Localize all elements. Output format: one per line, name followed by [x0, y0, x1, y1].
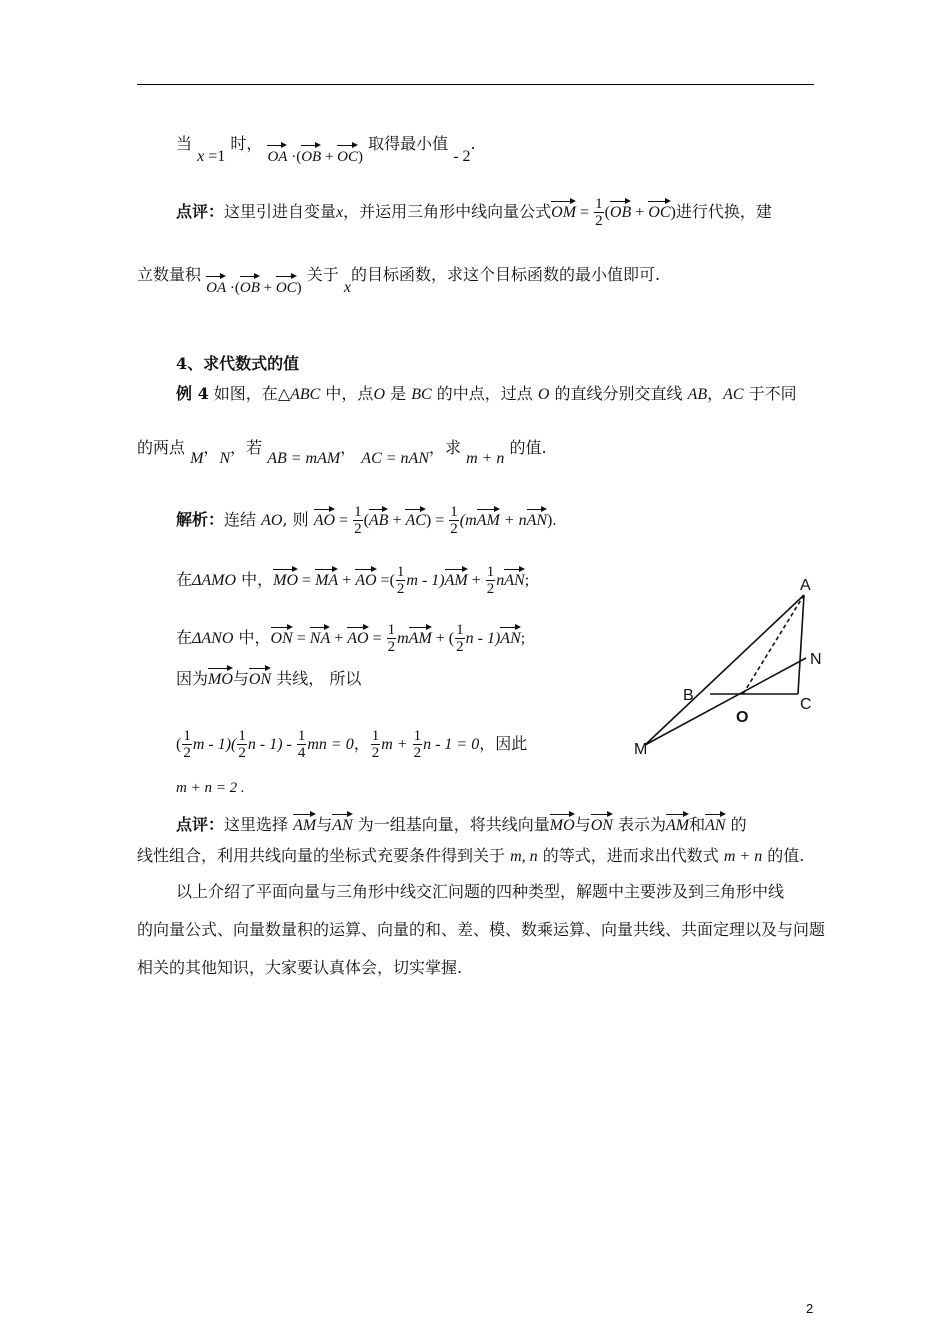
- text: ，并运用三角形中线向量公式: [343, 202, 552, 221]
- expr: [267, 147, 363, 165]
- vector-AN: AN: [332, 812, 352, 836]
- den: 2: [413, 745, 422, 761]
- text: 的等式，进而求出代数式: [537, 846, 724, 865]
- text: (m: [459, 512, 477, 529]
- text: 和: [689, 815, 706, 834]
- text: +: [321, 149, 338, 165]
- solution-line-2: [176, 564, 529, 597]
- text: 这里选择: [224, 815, 294, 834]
- vector-AN: AN: [504, 567, 524, 591]
- vector-MA: MA: [315, 567, 338, 591]
- text: +: [467, 572, 485, 589]
- text: ，因此: [479, 734, 528, 753]
- text: + n: [499, 512, 527, 529]
- geometry-figure: [625, 570, 835, 770]
- text: 于不同: [743, 384, 797, 403]
- text: 的中点，过点: [431, 384, 538, 403]
- text: n - 1): [465, 630, 501, 647]
- solution-line-3: [176, 622, 525, 655]
- den: 2: [387, 639, 396, 655]
- line-1: [176, 131, 476, 165]
- num: 1: [297, 728, 306, 744]
- text: 与: [574, 815, 591, 834]
- solution-line-1: [176, 504, 556, 537]
- text: 中，: [233, 628, 271, 647]
- fraction: [413, 728, 423, 761]
- text: ，: [707, 384, 724, 403]
- text: ) =: [425, 512, 449, 529]
- math: O: [373, 386, 385, 403]
- text: 中，点: [320, 384, 374, 403]
- text: ): [670, 204, 676, 221]
- value: - 2: [453, 148, 471, 165]
- text: =: [576, 204, 594, 221]
- vector-AO: AO: [314, 507, 335, 531]
- text: +: [338, 572, 356, 589]
- text: ·(: [226, 280, 240, 296]
- math: ΔANO: [192, 630, 234, 647]
- text: 时，: [230, 134, 263, 153]
- vector-OB: OB: [240, 274, 260, 298]
- text: 中，: [236, 570, 274, 589]
- vector-AM: AM: [477, 507, 500, 531]
- expr: [206, 278, 302, 296]
- text: ，若: [230, 438, 268, 457]
- text: m - 1): [406, 572, 445, 589]
- text: 线性组合，利用共线向量的坐标式充要条件得到关于: [137, 846, 511, 865]
- comment-line-2: [137, 846, 804, 867]
- label-O: O: [736, 709, 749, 726]
- solution-line-6: m + n = 2 .: [176, 780, 245, 796]
- vector-OA: OA: [206, 274, 226, 298]
- text: =: [335, 512, 353, 529]
- line-AM: [645, 595, 804, 745]
- vector-MO: MO: [550, 812, 575, 836]
- text: m: [397, 630, 409, 647]
- text: 这里引进自变量: [224, 202, 337, 221]
- section-heading: 4、求代数式的值: [176, 354, 300, 373]
- fraction: [594, 196, 604, 229]
- fraction: [396, 564, 406, 597]
- vector-MO: MO: [208, 666, 233, 690]
- fraction: [182, 728, 192, 761]
- text: 因为: [176, 669, 209, 688]
- text: n - 1 = 0: [423, 736, 480, 753]
- text: n - 1) -: [247, 736, 296, 753]
- vector-AM: AM: [293, 812, 316, 836]
- text: 进行代换，建: [675, 202, 772, 221]
- vector-OC: OC: [648, 199, 670, 223]
- math: m + n: [466, 450, 505, 467]
- vector-AM: AM: [445, 567, 468, 591]
- fraction: [297, 728, 307, 761]
- vector-AC: AC: [405, 507, 425, 531]
- num: 1: [183, 728, 191, 744]
- text: 连结: [224, 510, 262, 529]
- vector-OC: OC: [276, 274, 297, 298]
- text: , 则: [282, 510, 314, 529]
- text: =(: [376, 572, 395, 589]
- text: ): [358, 149, 364, 165]
- fraction: [455, 622, 465, 655]
- text: =1: [204, 148, 226, 165]
- den: 2: [354, 521, 362, 537]
- comment-label: 点评：: [176, 815, 225, 834]
- num: 1: [450, 504, 458, 520]
- var-x: x: [197, 148, 205, 165]
- den: 2: [486, 581, 495, 597]
- text: +: [259, 280, 276, 296]
- text: +: [388, 512, 406, 529]
- math: AB: [687, 386, 708, 403]
- math: BC: [411, 386, 432, 403]
- line-MN: [645, 658, 806, 745]
- den: 2: [595, 213, 603, 229]
- math: m + n: [723, 848, 763, 865]
- text: 是: [385, 384, 412, 403]
- text: m - 1)(: [192, 736, 237, 753]
- line-AC: [798, 595, 804, 694]
- paragraph-line-1: 以上介绍了平面向量与三角形中线交汇问题的四种类型，解题中主要涉及到三角形中线: [176, 882, 785, 901]
- vector-ON: ON: [591, 812, 613, 836]
- text: 取得最小值: [368, 134, 449, 153]
- vector-AO: AO: [355, 567, 376, 591]
- text: ): [296, 280, 302, 296]
- text: (: [604, 204, 610, 221]
- text: 表示为: [612, 815, 667, 834]
- den: 2: [450, 521, 458, 537]
- text: 与: [232, 669, 249, 688]
- num: 1: [595, 196, 603, 212]
- num: 1: [354, 504, 362, 520]
- text: 共线， 所以: [271, 669, 362, 688]
- text: n: [496, 572, 505, 589]
- vector-OA: OA: [267, 143, 287, 167]
- line-3: [137, 262, 661, 296]
- comment-line-1: [176, 812, 747, 836]
- math: △ABC: [277, 386, 321, 403]
- solution-line-4: [176, 666, 361, 690]
- text: 当: [176, 134, 193, 153]
- solution-label: 解析：: [176, 510, 225, 529]
- text: mn = 0: [307, 736, 354, 753]
- fraction: [353, 504, 363, 537]
- text: ，: [353, 734, 370, 753]
- page-number: 2: [806, 1301, 814, 1316]
- text: 关于: [306, 265, 344, 284]
- vector-AN: AN: [705, 812, 725, 836]
- math: m, n: [510, 848, 538, 865]
- num: 1: [387, 622, 396, 638]
- var-x: x: [336, 204, 344, 221]
- vector-MO: MO: [273, 567, 298, 591]
- num: 1: [456, 622, 464, 638]
- example-line-1: [176, 384, 797, 405]
- den: 2: [238, 745, 246, 761]
- text: (: [363, 512, 369, 529]
- text: ，: [203, 438, 220, 457]
- vector-OM: OM: [551, 199, 576, 223]
- text: ·(: [287, 149, 302, 165]
- vector-OC: OC: [337, 143, 358, 167]
- paragraph-line-2: 的向量公式、向量数量积的运算、向量的和、差、模、数乘运算、向量共线、共面定理以及与问题: [137, 920, 826, 939]
- text: (: [176, 736, 182, 753]
- comment-label: 点评：: [176, 202, 225, 221]
- text: 的直线分别交直线: [549, 384, 688, 403]
- vector-AN: AN: [500, 625, 520, 649]
- den: 2: [456, 639, 464, 655]
- text: 立数量积: [137, 265, 202, 284]
- text: ，求: [428, 438, 467, 457]
- vector-OB: OB: [610, 199, 631, 223]
- math: O: [537, 386, 550, 403]
- text: + (: [431, 630, 455, 647]
- math: M: [190, 450, 204, 467]
- text: ).: [547, 512, 557, 529]
- line-2: [176, 196, 772, 229]
- text: +: [631, 204, 649, 221]
- text: ;: [520, 630, 526, 647]
- fraction: [449, 504, 459, 537]
- math: AO: [261, 512, 283, 529]
- num: 1: [371, 728, 380, 744]
- vector-AN: AN: [527, 507, 547, 531]
- fraction: [387, 622, 397, 655]
- text: 在: [176, 570, 193, 589]
- text: 的值.: [762, 846, 805, 865]
- label-C: C: [800, 696, 812, 713]
- text: .: [470, 134, 476, 153]
- vector-NA: NA: [310, 625, 330, 649]
- den: 2: [371, 745, 380, 761]
- example-label: 例 4: [176, 384, 209, 403]
- math: ΔAMO: [192, 572, 237, 589]
- var-x: x: [343, 279, 351, 296]
- text: 为一组基向量，将共线向量: [352, 815, 550, 834]
- text: ;: [524, 572, 530, 589]
- num: 1: [396, 564, 405, 580]
- vector-AB: AB: [369, 507, 389, 531]
- solution-line-5: [176, 728, 527, 761]
- text: 与: [316, 815, 333, 834]
- paragraph-line-3: 相关的其他知识，大家要认真体会，切实掌握.: [137, 958, 463, 977]
- fraction: [486, 564, 496, 597]
- den: 4: [297, 745, 306, 761]
- den: 2: [183, 745, 191, 761]
- header-rule: [137, 84, 814, 85]
- math: N: [219, 450, 231, 467]
- num: 1: [486, 564, 495, 580]
- text: 的: [725, 815, 747, 834]
- text: 的值.: [504, 438, 547, 457]
- text: 的两点: [137, 438, 191, 457]
- text: =: [368, 630, 386, 647]
- vector-AM: AM: [409, 625, 432, 649]
- den: 2: [396, 581, 405, 597]
- vector-OB: OB: [301, 143, 321, 167]
- text: ，: [340, 438, 362, 457]
- num: 1: [238, 728, 246, 744]
- vector-AO: AO: [347, 625, 368, 649]
- text: 如图，在: [208, 384, 278, 403]
- text: 在: [176, 628, 193, 647]
- fraction: [371, 728, 381, 761]
- text: +: [330, 630, 348, 647]
- label-M: M: [634, 741, 648, 758]
- label-N: N: [810, 651, 822, 668]
- vector-ON: ON: [271, 625, 293, 649]
- math: AB = mAM: [267, 450, 341, 467]
- fraction: [237, 728, 247, 761]
- text: m +: [381, 736, 412, 753]
- label-B: B: [683, 687, 694, 704]
- vector-ON: ON: [249, 666, 271, 690]
- label-A: A: [800, 577, 811, 594]
- text: =: [298, 572, 316, 589]
- example-line-2: [137, 438, 547, 467]
- math: AC: [723, 386, 744, 403]
- vector-AM: AM: [666, 812, 689, 836]
- text: =: [292, 630, 310, 647]
- math: AC = nAN: [361, 450, 429, 467]
- num: 1: [413, 728, 422, 744]
- text: 的目标函数，求这个目标函数的最小值即可.: [350, 265, 661, 284]
